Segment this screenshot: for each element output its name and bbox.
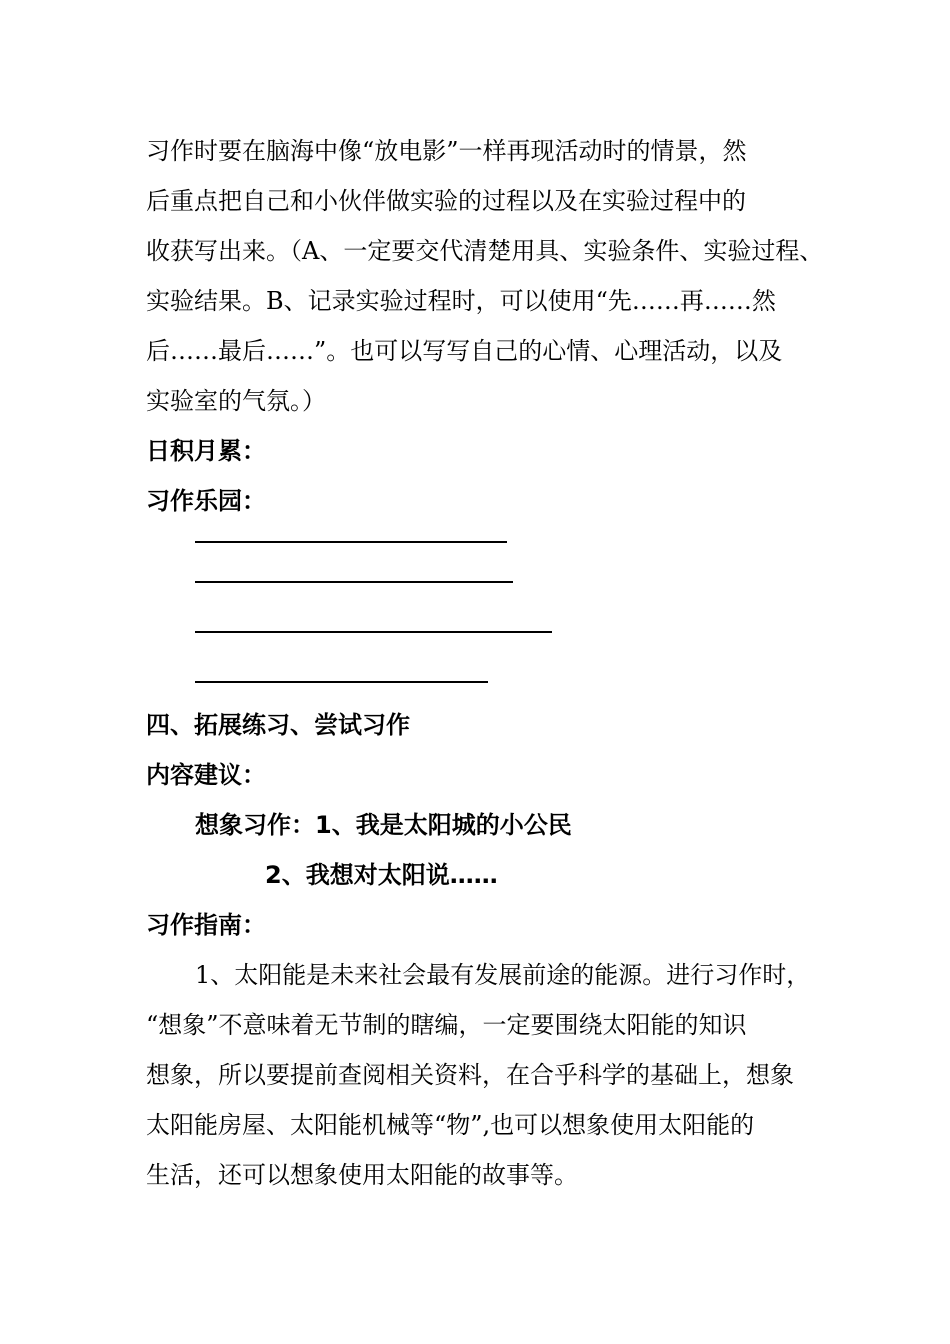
- paragraph-line: 收获写出来。（A、一定要交代清楚用具、实验条件、实验过程、: [146, 237, 824, 265]
- heading-accumulate: 日积月累：: [146, 437, 266, 465]
- guide-line: 1、太阳能是未来社会最有发展前途的能源。进行习作时，: [195, 961, 811, 989]
- guide-line: 太阳能房屋、太阳能机械等“物”,也可以想象使用太阳能的: [146, 1111, 755, 1139]
- guide-label: 习作指南：: [146, 911, 266, 939]
- paragraph-line: 习作时要在脑海中像“放电影”一样再现活动时的情景，然: [146, 137, 747, 165]
- blank-line: [195, 681, 488, 683]
- heading-writing-paradise: 习作乐园：: [146, 487, 266, 515]
- blank-line: [195, 631, 552, 633]
- content-suggestion-label: 内容建议：: [146, 761, 266, 789]
- paragraph-line: 后重点把自己和小伙伴做实验的过程以及在实验过程中的: [146, 187, 746, 215]
- blank-line: [195, 541, 507, 543]
- section-title: 四、拓展练习、尝试习作: [146, 711, 410, 739]
- topic-item-2: 2、我想对太阳说……: [265, 861, 498, 889]
- guide-line: 生活，还可以想象使用太阳能的故事等。: [146, 1161, 578, 1189]
- paragraph-line: 后……最后……”。也可以写写自己的心情、心理活动，以及: [146, 337, 783, 365]
- guide-line: “想象”不意味着无节制的瞎编，一定要围绕太阳能的知识: [146, 1011, 747, 1039]
- paragraph-line: 实验室的气氛。）: [146, 387, 326, 415]
- topic-item-1: 想象习作：1、我是太阳城的小公民: [195, 811, 572, 839]
- guide-line: 想象，所以要提前查阅相关资料，在合乎科学的基础上，想象: [146, 1061, 794, 1089]
- paragraph-line: 实验结果。B、记录实验过程时，可以使用“先……再……然: [146, 287, 776, 315]
- blank-line: [195, 581, 513, 583]
